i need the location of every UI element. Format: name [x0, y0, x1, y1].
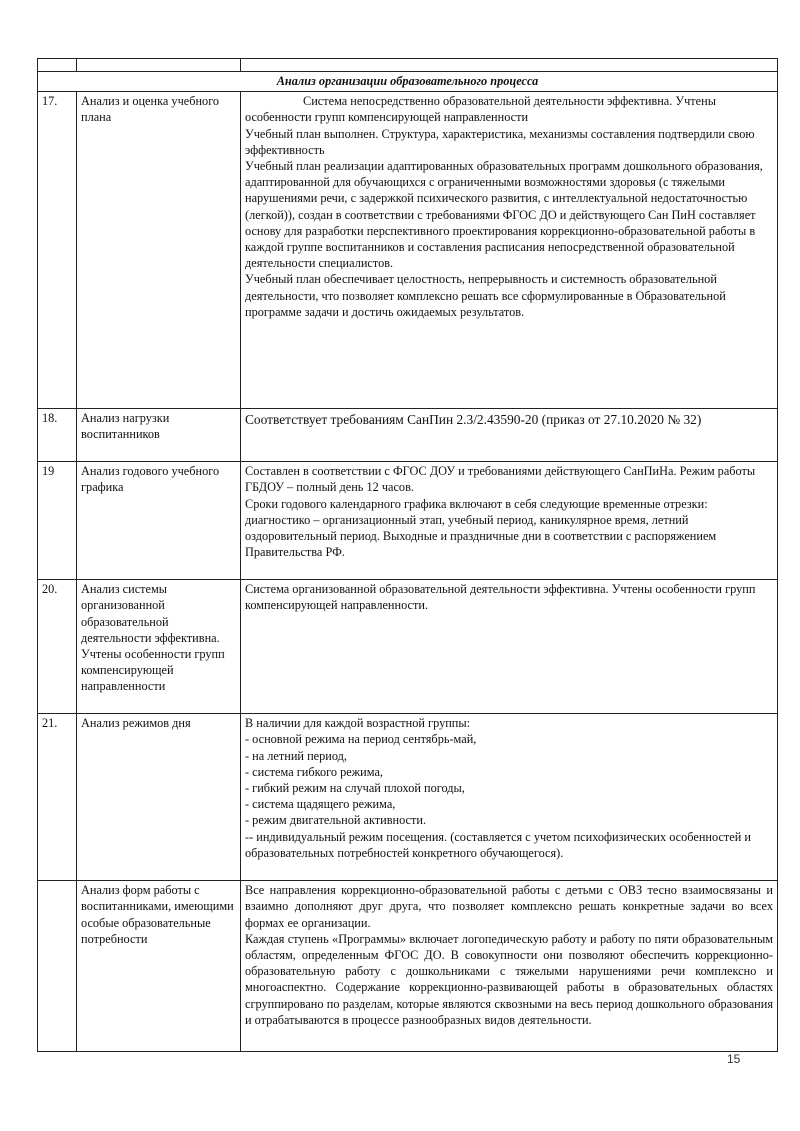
table-row: [38, 462, 778, 580]
row-content: [241, 580, 778, 714]
analysis-table: [37, 58, 778, 1052]
table-row-empty-top: [38, 59, 778, 72]
row-content: [241, 92, 778, 409]
paragraph: Все направления коррекционно-образовательной работы с детьми с ОВЗ тесно взаимосвязаны и взаимно дополняют друг друга, что позволяет комплексно решать конкретные задачи во всех формах ее организации.: [245, 883, 773, 930]
table-row: [38, 92, 778, 409]
list-item: - система гибкого режима,: [245, 764, 383, 779]
section-title: Анализ организации образовательного процесса: [38, 72, 778, 92]
section-header-row: [38, 72, 778, 92]
row-title: Анализ системы организованной образовательной деятельности эффективна. Учтены особенности групп компенсирующей направленности: [77, 580, 241, 714]
table-row: [38, 580, 778, 714]
row-title: Анализ режимов дня: [77, 714, 241, 881]
row-title: Анализ нагрузки воспитанников: [77, 409, 241, 462]
table-row: [38, 409, 778, 462]
list-item: - режим двигательной активности.: [245, 813, 427, 828]
row-number: 18.: [38, 409, 77, 462]
row-content: [241, 714, 778, 881]
row-number: [38, 881, 77, 1052]
table-cell: [77, 59, 241, 72]
list-item: - на летний период,: [245, 748, 347, 763]
row-content: [241, 881, 778, 1052]
paragraph: Составлен в соответствии с ФГОС ДОУ и требованиями действующего СанПиНа. Режим работы ГБДОУ – полный день 12 часов.: [245, 464, 756, 495]
paragraph: Сроки годового календарного графика включают в себя следующие временные отрезки: диагностико – организационный этап, учебный период, каникулярное время, летний оздоровительный период. Выходные и праздничные дни в соответствии с распоряжением Правительства РФ.: [245, 496, 717, 560]
list-item: - система щадящего режима,: [245, 797, 396, 812]
row-content: [241, 462, 778, 580]
paragraph: Соответствует требованиям СанПин 2.3/2.43590-20 (приказ от 27.10.2020 № 32): [245, 412, 702, 428]
page-number: 15: [727, 1052, 741, 1066]
paragraph: Учебный план реализации адаптированных образовательных программ дошкольного образования, адаптированной для обучающихся с ограниченными возможностями здоровья (с тяжелыми нарушениями речи, с задержкой психического развития, с интеллектуальной недостаточностью (легкой)), создан в соответствии с требованиями ФГОС ДО и действующего Сан ПиН составляет основу для разработки перспективного проектирования коррекционно-образовательной работы в каждой группе воспитанников и составления расписания непосредственной образовательной деятельности специалистов.: [245, 159, 763, 271]
list-item: - гибкий режим на случай плохой погоды,: [245, 781, 465, 796]
paragraph: Учебный план обеспечивает целостность, непрерывность и системность образовательной деятельности, что позволяет комплексно решать все сформулированные в Образовательной программе задачи и достичь ожидаемых результатов.: [245, 272, 726, 319]
table-row: [38, 714, 778, 881]
list-item: - основной режима на период сентябрь-май,: [245, 732, 477, 747]
paragraph: Система непосредственно образовательной деятельности эффективна. Учтены особенности групп компенсирующей направленности: [245, 94, 716, 125]
table-cell: [241, 59, 778, 72]
row-number: 21.: [38, 714, 77, 881]
row-content: [241, 409, 778, 462]
paragraph: Система организованной образовательной деятельности эффективна. Учтены особенности групп компенсирующей направленности.: [245, 582, 756, 613]
paragraph: В наличии для каждой возрастной группы:: [245, 716, 471, 731]
row-title: Анализ форм работы с воспитанниками, имеющими особые образовательные потребности: [77, 881, 241, 1052]
row-number: 20.: [38, 580, 77, 714]
paragraph: Каждая ступень «Программы» включает логопедическую работу и работу по пяти образовательным областям, определенным ФГОС ДО. В совокупности они позволяют обеспечить коррекционно-образовательную работу с дошкольниками с тяжелыми нарушениями речи комплексно и многоаспектно. Содержание коррекционно-развивающей работы в образовательных областях сгруппировано по разделам, которые являются сквозными на весь период дошкольного образования и отрабатываются в процессе разнообразных видов деятельности.: [245, 931, 773, 1027]
table-cell: [38, 59, 77, 72]
paragraph: Учебный план выполнен. Структура, характеристика, механизмы составления подтвердили свою эффективность: [245, 126, 755, 157]
row-title: Анализ и оценка учебного плана: [77, 92, 241, 409]
table-row: [38, 881, 778, 1052]
row-number: 19: [38, 462, 77, 580]
row-title: Анализ годового учебного графика: [77, 462, 241, 580]
list-item: -- индивидуальный режим посещения. (составляется с учетом психофизических особенностей и образовательных потребностей конкретного обучающегося).: [245, 829, 751, 860]
row-number: 17.: [38, 92, 77, 409]
